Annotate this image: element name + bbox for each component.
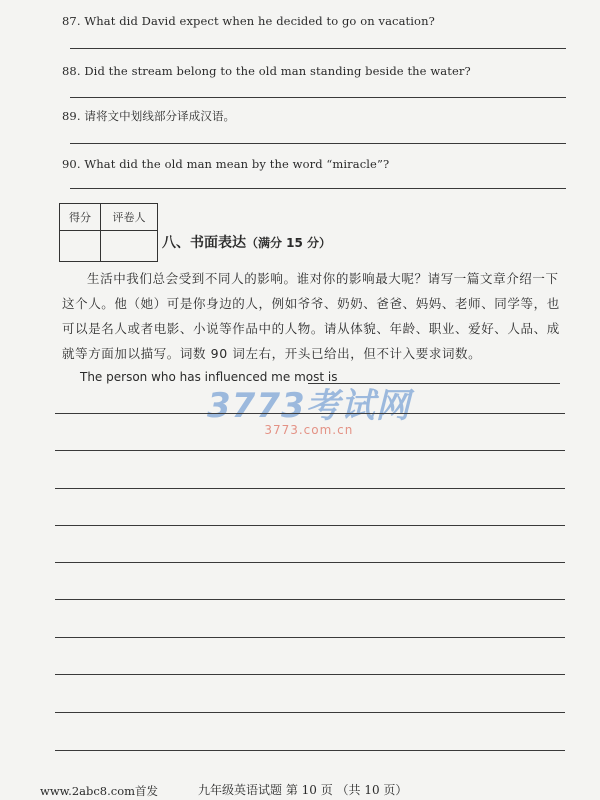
writing-line[interactable] <box>55 712 565 713</box>
answer-line-90 <box>70 188 566 189</box>
question-number: 90. <box>62 157 81 171</box>
writing-line[interactable] <box>55 413 565 414</box>
watermark-logo: 3773考试网 <box>207 386 411 426</box>
section-heading: 八、书面表达 <box>162 235 246 251</box>
score-table <box>59 203 158 262</box>
essay-starter: The person who has influenced me most is <box>80 370 338 384</box>
starter-line[interactable] <box>308 383 560 384</box>
section-title <box>162 232 331 252</box>
question-text: What did David expect when he decided to go on vacation? <box>84 14 435 28</box>
question-89 <box>62 108 235 124</box>
writing-line[interactable] <box>55 674 565 675</box>
writing-line[interactable] <box>55 637 565 638</box>
footer-site: www.2abc8.com首发 <box>40 784 159 798</box>
watermark-url: 3773.com.cn <box>264 423 354 437</box>
question-number: 89. <box>62 109 81 123</box>
question-88 <box>62 64 471 78</box>
question-number: 87. <box>62 14 81 28</box>
watermark <box>207 378 411 437</box>
writing-instructions: 生活中我们总会受到不同人的影响。谁对你的影响最大呢？请写一篇文章介绍一下这个人。他（她）可是你身边的人，例如爷爷、奶奶、爸爸、妈妈、老师、同学等，也可以是名人或者电影、小说等作品中的人物。请从体貌、年龄、职业、爱好、人品、成就等方面加以描写。词数 90 词左右，开头已给出，但不计入要求词数。 <box>62 271 560 361</box>
footer-page-number: 九年级英语试题 第 10 页 （共 10 页） <box>198 783 408 797</box>
writing-line[interactable] <box>55 525 565 526</box>
score-header: 得分 <box>60 204 101 231</box>
question-90 <box>62 157 389 171</box>
writing-line[interactable] <box>55 450 565 451</box>
question-text: Did the stream belong to the old man standing beside the water? <box>84 64 471 78</box>
answer-line-88 <box>70 97 566 98</box>
question-text: What did the old man mean by the word “miracle”? <box>84 157 390 171</box>
writing-line[interactable] <box>55 488 565 489</box>
grader-cell[interactable] <box>101 231 158 262</box>
question-87 <box>62 14 435 28</box>
section-points: （满分 15 分） <box>246 236 332 250</box>
answer-line-89 <box>70 143 566 144</box>
answer-line-87 <box>70 48 566 49</box>
writing-line[interactable] <box>55 750 565 751</box>
grader-header: 评卷人 <box>101 204 158 231</box>
question-number: 88. <box>62 64 81 78</box>
writing-line[interactable] <box>55 599 565 600</box>
score-cell[interactable] <box>60 231 101 262</box>
question-text: 请将文中划线部分译成汉语。 <box>84 109 236 123</box>
writing-line[interactable] <box>55 562 565 563</box>
